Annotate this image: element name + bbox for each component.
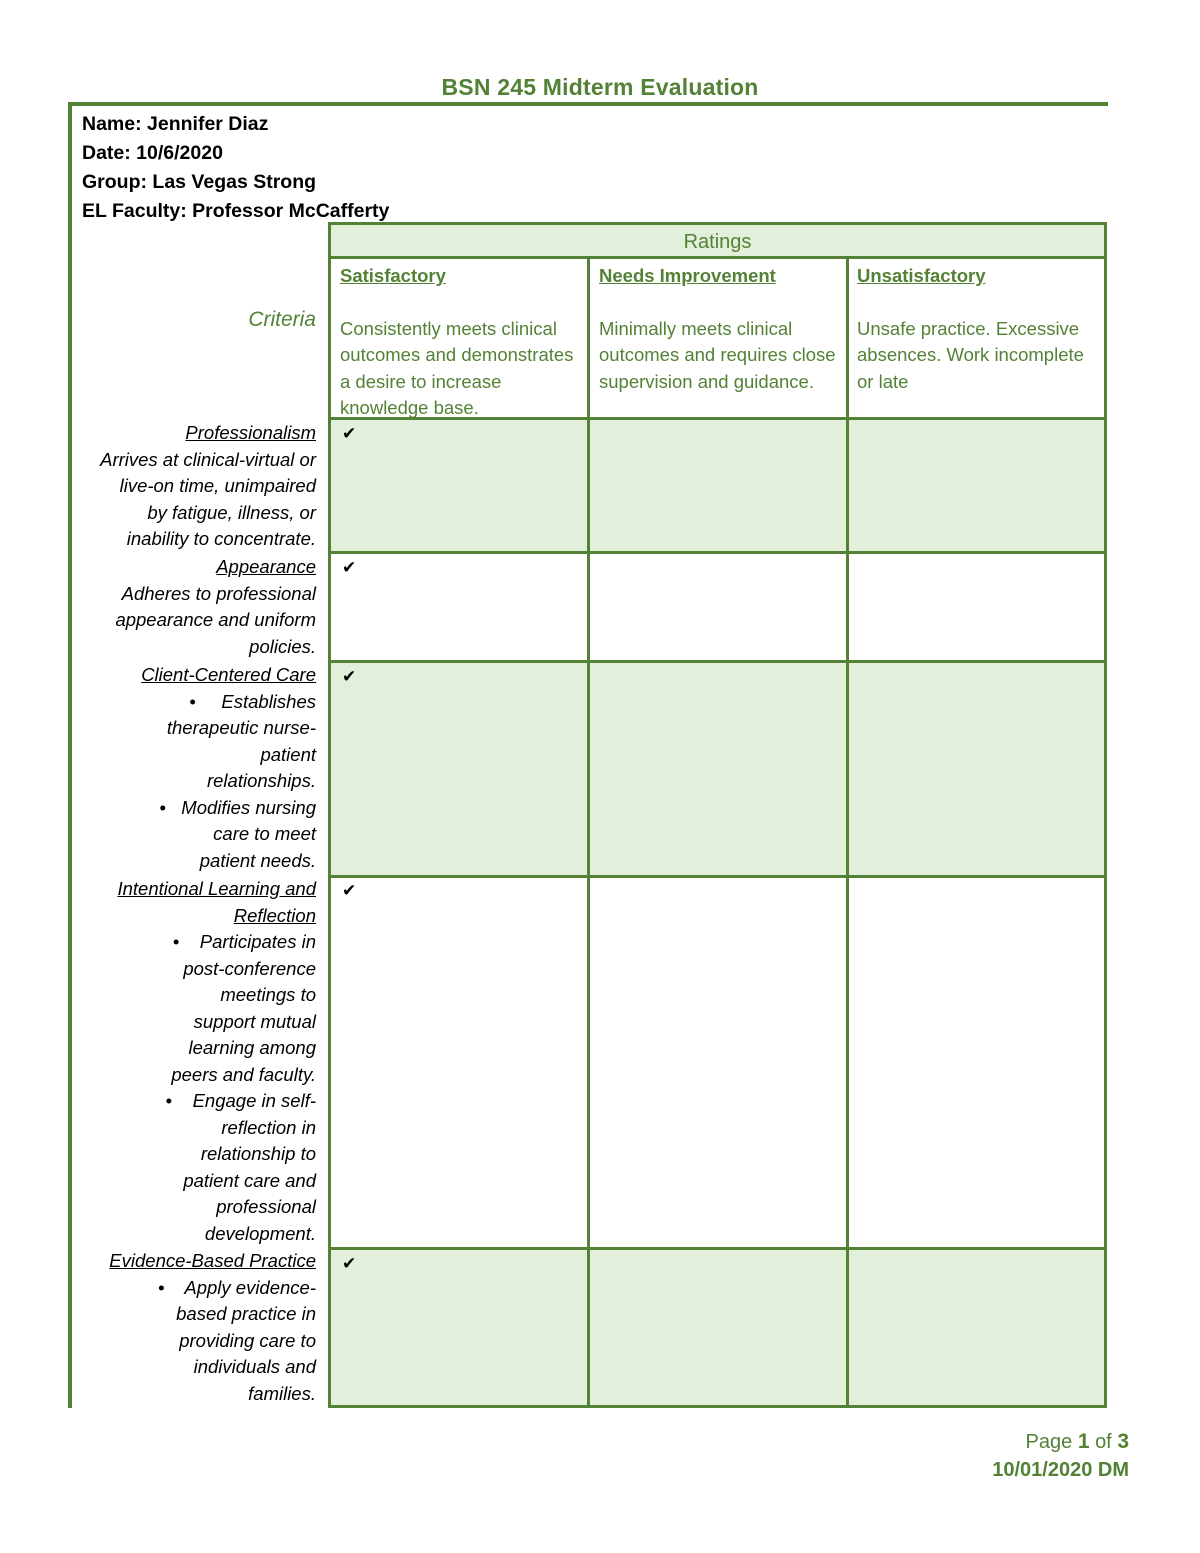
criterion-evidence-based-practice <box>76 1248 316 1407</box>
check-mark: ✔ <box>342 667 357 686</box>
student-name: Name: Jennifer Diaz <box>82 113 269 135</box>
criterion-line: peers and faculty. <box>171 1063 316 1085</box>
row-divider <box>331 551 1104 554</box>
column-heading: Unsatisfactory <box>857 265 986 286</box>
ratings-table <box>328 222 1107 1408</box>
student-info <box>82 110 389 226</box>
row-shade-evidence <box>331 1250 1104 1405</box>
column-needs-improvement <box>599 263 839 395</box>
criterion-line: • Participates in <box>172 931 316 952</box>
criterion-line: • Engage in self- <box>165 1090 316 1111</box>
criterion-title: Appearance <box>216 556 316 577</box>
evaluation-date: Date: 10/6/2020 <box>82 142 223 164</box>
row-divider <box>331 256 1104 259</box>
criterion-line: Adheres to professional <box>121 582 316 604</box>
criterion-client-centered-care <box>76 662 316 874</box>
criterion-line: inability to concentrate. <box>126 528 316 549</box>
criterion-line: by fatigue, illness, or <box>147 501 316 523</box>
criterion-line: relationships. <box>206 770 316 791</box>
row-shade-professionalism <box>331 420 1104 552</box>
criterion-line: patient care and <box>183 1169 316 1191</box>
document-title: BSN 245 Midterm Evaluation <box>441 74 759 100</box>
criterion-line: individuals and <box>193 1356 316 1377</box>
criterion-intentional-learning <box>76 876 316 1247</box>
page-word: Page <box>1025 1431 1073 1453</box>
student-group: Group: Las Vegas Strong <box>82 171 317 193</box>
criterion-line: care to meet <box>213 823 316 844</box>
criterion-line: Arrives at clinical-virtual or <box>100 448 316 470</box>
column-description: Unsafe practice. Excessive absences. Work incomplete or late <box>857 317 1084 392</box>
criterion-line: post-conference <box>183 957 316 979</box>
column-description: Minimally meets clinical outcomes and requires close supervision and guidance. <box>599 317 836 392</box>
row-shade-client-centered <box>331 663 1104 876</box>
el-faculty: EL Faculty: Professor McCafferty <box>82 200 390 222</box>
revision-date: 10/01/2020 DM <box>992 1459 1129 1481</box>
criterion-line: providing care to <box>179 1329 316 1351</box>
page-footer <box>992 1428 1129 1484</box>
column-divider <box>846 256 849 1405</box>
criterion-line: families. <box>248 1382 316 1404</box>
column-unsatisfactory <box>857 263 1097 395</box>
criterion-line: therapeutic nurse- <box>166 717 316 738</box>
ratings-header: Ratings <box>683 231 752 253</box>
left-border <box>68 102 72 1408</box>
criterion-line: relationship to <box>200 1143 316 1164</box>
criterion-line: based practice in <box>176 1303 316 1324</box>
criterion-appearance <box>76 554 316 660</box>
criterion-line: appearance and uniform <box>115 609 316 630</box>
column-divider <box>587 256 590 1405</box>
criterion-line: learning among <box>188 1037 316 1058</box>
page-number <box>992 1428 1129 1456</box>
row-divider <box>331 875 1104 878</box>
criterion-line: • Establishes <box>189 690 316 712</box>
page-total: 3 <box>1117 1430 1129 1453</box>
criterion-line: policies. <box>249 635 316 657</box>
column-satisfactory <box>340 263 580 422</box>
column-heading: Needs Improvement <box>599 265 776 286</box>
check-mark: ✔ <box>342 1254 357 1273</box>
criterion-title: Professionalism <box>185 422 316 443</box>
criterion-line: support mutual <box>193 1010 316 1032</box>
criterion-line: patient needs. <box>199 849 316 871</box>
column-heading: Satisfactory <box>340 265 446 286</box>
criterion-line: development. <box>204 1222 316 1244</box>
column-description: Consistently meets clinical outcomes and demonstrates a desire to increase knowledge base. <box>340 317 574 418</box>
top-divider <box>68 102 1108 106</box>
check-mark: ✔ <box>342 881 357 900</box>
criterion-title-continued: Reflection <box>233 904 316 926</box>
check-mark: ✔ <box>342 424 357 443</box>
criterion-title: Evidence-Based Practice <box>109 1250 316 1271</box>
criterion-title: Intentional Learning and <box>117 878 316 899</box>
criterion-line: professional <box>216 1196 316 1217</box>
criterion-line: • Modifies nursing <box>159 796 316 818</box>
criterion-line: live-on time, unimpaired <box>119 475 316 496</box>
page-current: 1 <box>1077 1430 1090 1453</box>
criterion-professionalism <box>76 420 316 553</box>
criterion-title: Client-Centered Care <box>141 664 316 685</box>
of-word: of <box>1095 1431 1112 1453</box>
criterion-line: patient <box>260 743 316 765</box>
criterion-line: reflection in <box>221 1116 316 1138</box>
criteria-label: Criteria <box>248 308 316 331</box>
row-divider <box>331 1247 1104 1250</box>
criterion-line: • Apply evidence- <box>158 1276 316 1298</box>
criterion-line: meetings to <box>220 984 316 1005</box>
row-divider <box>331 660 1104 663</box>
check-mark: ✔ <box>342 558 357 577</box>
